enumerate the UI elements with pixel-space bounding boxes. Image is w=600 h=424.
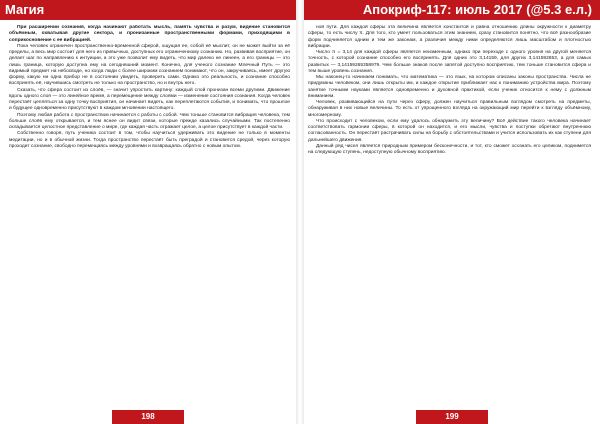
paragraph: Число π = 3,14 для каждой сферы является неизменным, однако при переходе с одного уровня на другой меняется точность, с которой сознание способно его воспринять. Для одних это 3,14159, для других 3,141592653, а для самых развитых — 3,14159265358979. Чем больше знаков после запятой доступно восприятию, тем тоньше становится сфера и тем выше уровень сознания. (308, 50, 591, 74)
paragraph: Собственно говоря, путь ученика состоит в том, чтобы научиться удерживать это видение не только в моменты медитации, но и в обычной жизни. Тогда пространство перестаёт быть преградой и становится средой, через которую проходит сознание, свободно перемещаясь между уровнями и возвращаясь обратно с новым опытом. (9, 131, 290, 149)
paragraph: Мы наконец-то начинаем понимать, что математика — это язык, на котором описаны законы пространства. Числа не придуманы человеком, они лишь открыты им, и каждое открытие приближает нас к пониманию устройства мира. Поэтому занятие точными науками является одновременно и духовной практикой, если ученик относится к нему с должным вниманием. (308, 75, 591, 99)
left-page-number: 198 (112, 410, 184, 424)
paragraph: Что происходит с человеком, если ему удалось обнаружить эту величину? Всё действие такого человека начинает соответствовать гармонии сферы, в которой он находится, и его мысли, чувства и поступки обретают внутреннюю согласованность. Он перестаёт растрачивать силы на борьбу с обстоятельствами и учится использовать их как ступени для дальнейшего движения. (308, 118, 591, 143)
paragraph: Сказать, что сфера состоит из слоёв, — значит упростить картину: каждый слой пронизан всеми другими. Движение вдоль одного слоя — это линейное время, а перемещение между слоями — изменение состояния сознания. Когда человек перестаёт цепляться за одну точку восприятия, он начинает видеть, как переплетаются события, и понимать, что прошлое и будущее одновременно присутствуют в каждом мгновении настоящего. (9, 87, 290, 112)
right-page-text (308, 25, 591, 400)
book-gutter (296, 0, 304, 424)
left-header-title: Магия (5, 2, 45, 17)
paragraph: Поэтому любая работа с пространством начинается с работы с собой. Чем тоньше становится вибрация человека, тем больше слоёв ему открывается, и тем яснее он видит связи, которые прежде казались случайными. Так постепенно складывается целостное представление о мире, где каждая часть отражает целое, а целое присутствует в каждой части. (9, 112, 290, 130)
right-page-number: 199 (416, 410, 488, 424)
right-header (304, 0, 600, 20)
left-page (0, 0, 296, 424)
lead-paragraph: При расширении сознания, когда начинают работать мысль, память чувства и разум, видение становится объёмным, охватывая другие сектора, и пронизанные пространственными формами, приходящими в соприкосновение с ее вибрацией. (9, 25, 290, 43)
paragraph: Пока человек ограничен пространственно-временной сферой, ощущая ее, собой её мыслит, он не может выйти за её пределы, а весь мир состоит для него из привычных, доступных его ограниченному сознанию. Но, развивая восприятие, он делает шаг по направлению к интуиции, а это уже позволит ему видеть, что мир далеко не линеен, а его границы — это лишь граница, которую доступна ему на сегодняшний момент. Конечно, для ученого сознание Млечный Путь — это видимый предмет на небосводе, но когда люди с более широким сознанием понимают, что он, закручиваясь, имеет другую форму, какую ни одна прибор не в состоянии увидеть, проверить сами. Однако это реальность, и сознание способно воспринять её, научившись смотреть не только на пространство, но и внутрь него. (9, 43, 290, 87)
left-page-text (9, 25, 290, 400)
right-page (304, 0, 600, 424)
left-header (0, 0, 296, 20)
paragraph: ной пути. Для каждой сферы эта величина является константой и равна отношению длины окружности к диаметру сферы, то есть числу π. Для того, кто умеет пользоваться этим знанием, сразу становится понятно, что всё разнообразие форм подчиняется одним и тем же законам, а различия между ними определяются лишь масштабом и плотностью вибрации. (308, 25, 591, 49)
paragraph: Человек, развивающийся на пути через сферу, должен научиться правильным взглядом смотреть на предметы, обнаруживая в них новые величины. То есть от упрощенного взгляда на окружающий мир перейти к взгляду объёмному, многомерному. (308, 100, 591, 118)
paragraph: Данный ряд чисел является природным примером бесконечности, и тот, кто сможет осознать его целиком, поднимется на следующую ступень, недоступную обычному восприятию. (308, 143, 591, 155)
right-header-title: Апокриф-117: июль 2017 (@5.3 е.л.) (362, 2, 592, 17)
